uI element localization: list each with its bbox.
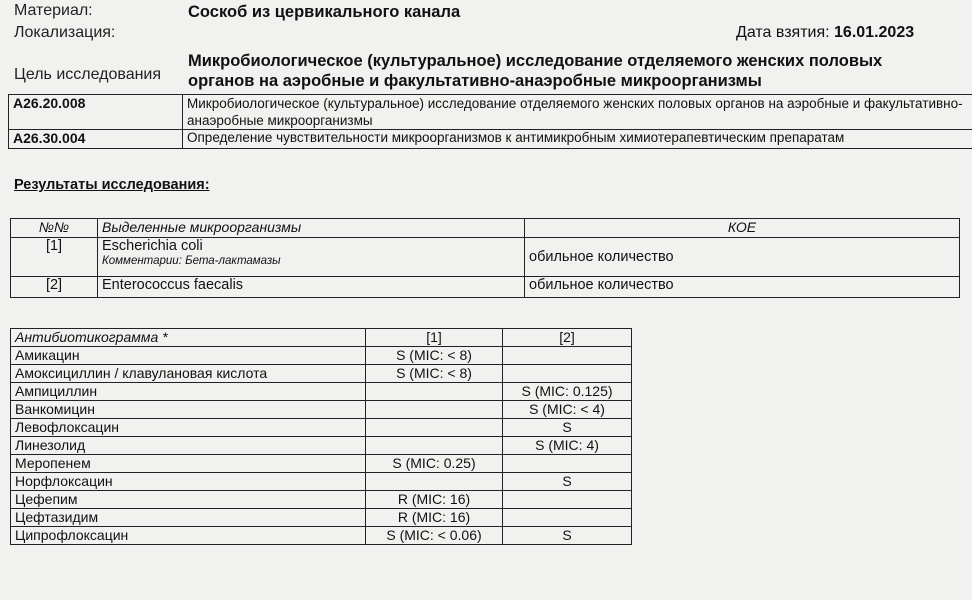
material-label: Материал:	[14, 2, 93, 19]
antibiotic-name: Меропенем	[11, 455, 366, 473]
organism-name: Escherichia coli	[102, 238, 203, 254]
col-header-num: №№	[11, 219, 98, 238]
antibiotic-row	[11, 401, 632, 419]
service-row	[9, 130, 972, 149]
organism-row	[11, 238, 960, 277]
result-1: S (MIC: < 8)	[366, 365, 503, 383]
antibiotic-row	[11, 491, 632, 509]
localization-label: Локализация:	[14, 24, 116, 41]
antibiotic-name: Амикацин	[11, 347, 366, 365]
organism-comment: Комментарии: Бета-лактамазы	[102, 255, 281, 267]
result-2: S	[503, 527, 632, 545]
sample-date	[736, 24, 914, 42]
antibiotic-name: Амоксициллин / клавулановая кислота	[11, 365, 366, 383]
result-2	[503, 455, 632, 473]
col-header-2: [2]	[503, 329, 632, 347]
result-2	[503, 365, 632, 383]
goal-label: Цель исследования	[14, 66, 162, 83]
antibiotic-name: Цефтазидим	[11, 509, 366, 527]
antibiogram-header-row	[11, 329, 632, 347]
result-1: S (MIC: < 0.06)	[366, 527, 503, 545]
result-1	[366, 401, 503, 419]
result-1: R (MIC: 16)	[366, 509, 503, 527]
antibiotic-row	[11, 527, 632, 545]
antibiotic-row	[11, 365, 632, 383]
antibiotic-row	[11, 347, 632, 365]
result-2: S	[503, 473, 632, 491]
organism-row	[11, 277, 960, 298]
result-2	[503, 347, 632, 365]
organism-cfu: обильное количество	[525, 238, 960, 277]
result-2: S (MIC: < 4)	[503, 401, 632, 419]
antibiotic-name: Норфлоксацин	[11, 473, 366, 491]
col-header-1: [1]	[366, 329, 503, 347]
antibiotic-name: Ципрофлоксацин	[11, 527, 366, 545]
antibiotic-row	[11, 473, 632, 491]
material-value: Соскоб из цервикального канала	[188, 3, 461, 21]
organism-num: [1]	[11, 238, 98, 277]
date-label: Дата взятия:	[736, 24, 830, 41]
result-1: S (MIC: < 8)	[366, 347, 503, 365]
antibiotic-name: Линезолид	[11, 437, 366, 455]
result-2: S (MIC: 4)	[503, 437, 632, 455]
service-code: A26.30.004	[9, 130, 183, 149]
result-2	[503, 491, 632, 509]
antibiotic-row	[11, 509, 632, 527]
service-code: A26.20.008	[9, 95, 183, 130]
result-2	[503, 509, 632, 527]
antibiotic-name: Левофлоксацин	[11, 419, 366, 437]
antibiogram-table	[10, 328, 632, 545]
date-value: 16.01.2023	[834, 24, 915, 41]
antibiotic-row	[11, 383, 632, 401]
antibiogram-title: Антибиотикограмма *	[11, 329, 366, 347]
goal-line-2: органов на аэробные и факультативно-анаэробные микроорганизмы	[188, 72, 762, 90]
services-table	[8, 94, 972, 149]
goal-line-1: Микробиологическое (культуральное) исследование отделяемого женских половых	[188, 52, 883, 70]
result-1	[366, 383, 503, 401]
antibiotic-row	[11, 419, 632, 437]
service-desc: Микробиологическое (культуральное) исследование отделяемого женских половых органов на аэробные и факультативно-анаэробные микроорганизмы	[183, 95, 972, 130]
organism-cell	[98, 238, 525, 277]
service-desc: Определение чувствительности микроорганизмов к антимикробным химиотерапевтическим препаратам	[183, 130, 972, 149]
organism-name: Enterococcus faecalis	[98, 277, 525, 298]
result-2: S	[503, 419, 632, 437]
results-title: Результаты исследования:	[14, 177, 210, 193]
result-1: R (MIC: 16)	[366, 491, 503, 509]
result-2: S (MIC: 0.125)	[503, 383, 632, 401]
antibiotic-row	[11, 437, 632, 455]
organism-num: [2]	[11, 277, 98, 298]
result-1	[366, 437, 503, 455]
col-header-cfu: КОЕ	[525, 219, 960, 238]
result-1: S (MIC: 0.25)	[366, 455, 503, 473]
antibiotic-name: Ванкомицин	[11, 401, 366, 419]
col-header-organism: Выделенные микроорганизмы	[98, 219, 525, 238]
result-1	[366, 473, 503, 491]
antibiotic-row	[11, 455, 632, 473]
result-1	[366, 419, 503, 437]
antibiotic-name: Цефепим	[11, 491, 366, 509]
antibiotic-name: Ампициллин	[11, 383, 366, 401]
organisms-header-row	[11, 219, 960, 238]
organisms-table	[10, 218, 960, 298]
service-row	[9, 95, 972, 130]
organism-cfu: обильное количество	[525, 277, 960, 298]
